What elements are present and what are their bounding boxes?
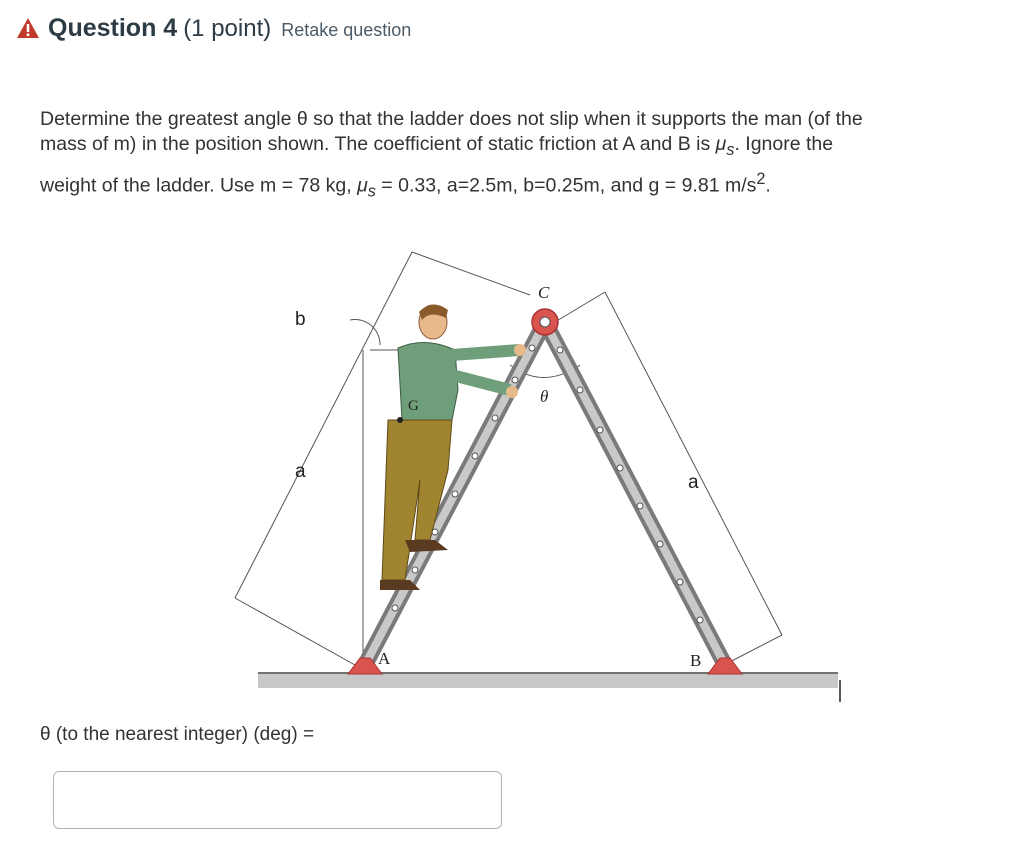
label-b: b	[295, 309, 306, 330]
ladder-diagram	[220, 240, 850, 710]
mu-subscript: s	[726, 140, 735, 159]
problem-text: weight of the ladder. Use m = 78 kg,	[40, 174, 358, 197]
label-g: G	[408, 398, 419, 414]
exponent: 2	[756, 169, 766, 188]
mu-symbol: μ	[357, 174, 368, 197]
foot-b	[708, 658, 742, 674]
mu-symbol: μ	[715, 133, 727, 155]
question-points: (1 point)	[183, 15, 272, 42]
problem-line-2	[40, 132, 990, 163]
mu-subscript: s	[367, 182, 376, 201]
answer-input[interactable]	[53, 771, 502, 829]
label-a-right: a	[688, 472, 699, 493]
hinge-center	[540, 317, 550, 327]
question-title: Question 4	[48, 14, 178, 42]
label-b-point: B	[690, 651, 702, 670]
problem-text: = 0.33, a=2.5m, b=0.25m, and g = 9.81 m/s	[375, 174, 757, 197]
problem-line-1: Determine the greatest angle θ so that the ladder does not slip when it supports the man (of the	[40, 108, 863, 130]
warning-icon	[16, 17, 40, 39]
problem-line-3	[40, 167, 990, 204]
label-a-point: A	[378, 649, 391, 668]
label-theta: θ	[540, 387, 549, 406]
problem-text: mass of m) in the position shown. The coefficient of static friction at A and B is	[40, 133, 716, 155]
label-c: C	[538, 283, 550, 302]
problem-statement	[40, 107, 990, 204]
problem-text: . Ignore the	[734, 133, 834, 155]
foot-a	[348, 658, 382, 674]
retake-question-link[interactable]: Retake question	[281, 20, 412, 40]
label-a-left: a	[295, 461, 306, 482]
man-figure	[380, 304, 526, 590]
problem-text: .	[765, 174, 771, 197]
ladder-right-leg-highlight	[545, 322, 725, 665]
ground	[258, 672, 838, 688]
question-header	[16, 14, 411, 43]
answer-label: θ (to the nearest integer) (deg) =	[40, 724, 315, 745]
